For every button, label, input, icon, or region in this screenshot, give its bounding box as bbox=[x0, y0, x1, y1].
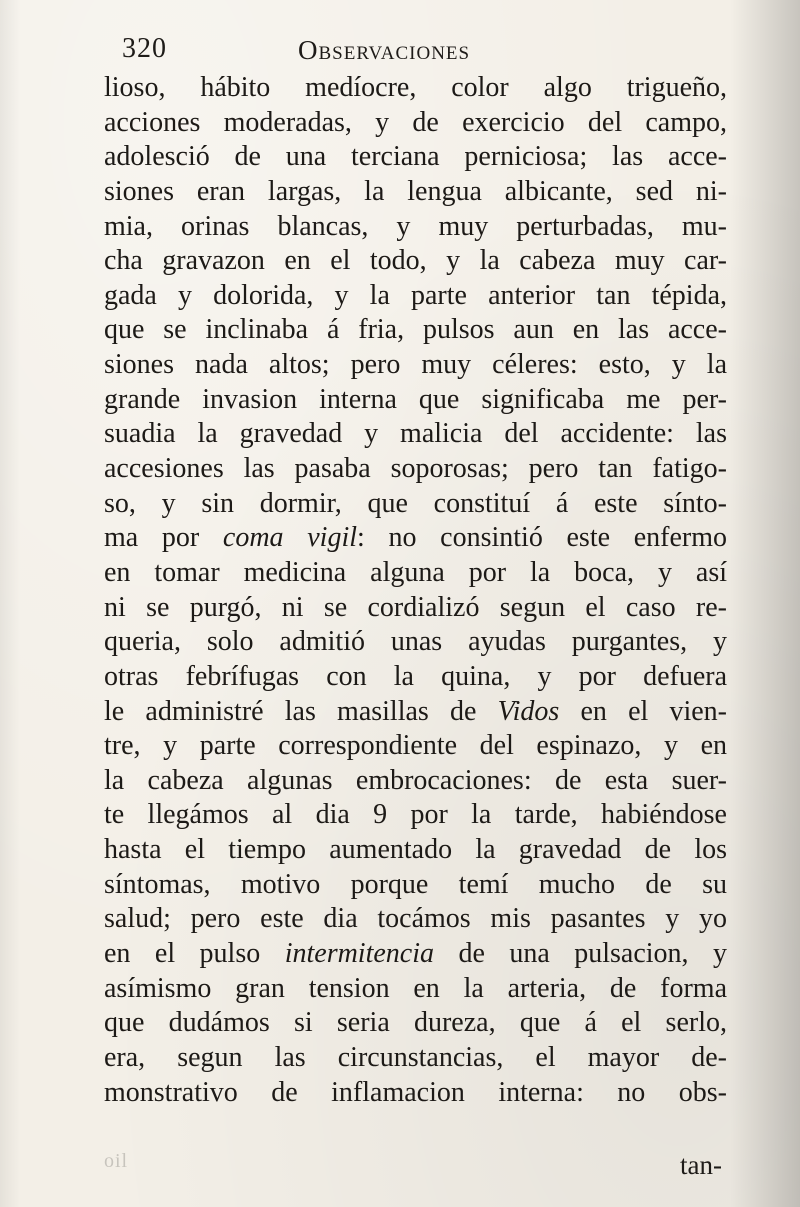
text-line: que dudámos si seria dureza, que á el serlo, bbox=[104, 1007, 727, 1039]
text-line: asímismo gran tension en la arteria, de forma bbox=[104, 972, 727, 1004]
text-line: mia, orinas blancas, y muy perturbadas, mu- bbox=[104, 210, 727, 242]
text-line: accesiones las pasaba soporosas; pero tan fatigo- bbox=[104, 453, 727, 485]
text-line: monstrativo de inflamacion interna: no obs- bbox=[104, 1076, 727, 1108]
text-segment: : no consintió este enfermo bbox=[357, 522, 727, 554]
catchword: tan- bbox=[680, 1150, 722, 1180]
text-line: queria, solo admitió unas ayudas purgantes, y bbox=[104, 626, 727, 658]
text-line: síntomas, motivo porque temí mucho de su bbox=[104, 868, 727, 900]
text-line: la cabeza algunas embrocaciones: de esta suer- bbox=[104, 764, 727, 796]
body-text bbox=[104, 71, 727, 1110]
page-number: 320 bbox=[122, 33, 167, 64]
text-line: so, y sin dormir, que constituí á este sínto- bbox=[104, 487, 727, 519]
text-line: lioso, hábito medíocre, color algo trigueño, bbox=[104, 72, 727, 103]
text-line: adolesció de una terciana perniciosa; las acce- bbox=[104, 141, 727, 173]
text-segment: en el pulso bbox=[104, 938, 285, 970]
text-line: en tomar medicina alguna por la boca, y así bbox=[104, 556, 727, 588]
text-line: cha gravazon en el todo, y la cabeza muy car- bbox=[104, 245, 727, 277]
gutter-shadow bbox=[0, 0, 20, 1207]
text-line: acciones moderadas, y de exercicio del campo, bbox=[104, 106, 727, 138]
text-segment: le administré las masillas de bbox=[104, 695, 498, 727]
text-line: siones nada altos; pero muy céleres: esto, y la bbox=[104, 349, 727, 381]
text-line: hasta el tiempo aumentado la gravedad de los bbox=[104, 834, 727, 866]
text-line: te llegámos al dia 9 por la tarde, habiéndose bbox=[104, 799, 727, 831]
text-line: otras febrífugas con la quina, y por defuera bbox=[104, 660, 727, 692]
text-segment: en el vien- bbox=[559, 695, 727, 727]
running-head: Observaciones bbox=[298, 35, 471, 65]
text-line: ni se purgó, ni se cordializó segun el caso re- bbox=[104, 591, 727, 623]
text-line: siones eran largas, la lengua albicante, sed ni- bbox=[104, 175, 727, 207]
text-line: era, segun las circunstancias, el mayor de- bbox=[104, 1041, 727, 1073]
text-line: salud; pero este dia tocámos mis pasantes y yo bbox=[104, 903, 727, 935]
text-segment: de una pulsacion, y bbox=[434, 938, 727, 970]
page-header bbox=[122, 33, 542, 69]
text-line: suadia la gravedad y malicia del accidente: las bbox=[104, 418, 727, 450]
italic-term: Vidos bbox=[497, 695, 560, 727]
page-edge-shadow bbox=[730, 0, 800, 1207]
text-line: grande invasion interna que significaba me per- bbox=[104, 383, 727, 415]
text-line: tre, y parte correspondiente del espinazo, y en bbox=[104, 730, 727, 762]
bleed-through-text: oil bbox=[104, 1150, 129, 1172]
italic-term: intermitencia bbox=[284, 938, 434, 970]
text-line bbox=[104, 695, 727, 730]
text-line bbox=[104, 521, 727, 556]
italic-term: coma vigil bbox=[222, 522, 358, 554]
text-line bbox=[104, 937, 727, 972]
text-line: gada y dolorida, y la parte anterior tan tépida, bbox=[104, 279, 727, 311]
text-line: que se inclinaba á fria, pulsos aun en las acce- bbox=[104, 314, 727, 346]
text-segment: ma por bbox=[104, 522, 223, 554]
